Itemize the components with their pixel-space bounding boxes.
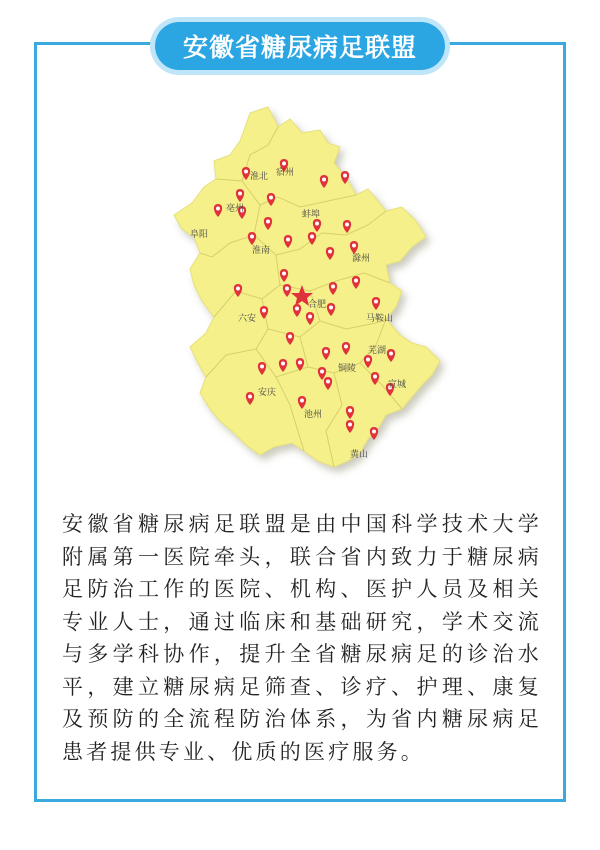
location-pin-dot	[308, 315, 312, 319]
location-pin-dot	[374, 300, 378, 304]
location-pin-dot	[328, 250, 332, 254]
location-pin-dot	[286, 238, 290, 242]
city-label: 淮北	[250, 172, 269, 182]
anhui-map	[150, 85, 450, 475]
location-pin-dot	[310, 235, 314, 239]
city-label: 宿州	[276, 168, 295, 178]
location-pin-dot	[348, 409, 352, 413]
location-pin-dot	[322, 178, 326, 182]
city-label: 宣城	[388, 380, 407, 390]
location-pin-dot	[389, 352, 393, 356]
city-label: 阜阳	[190, 230, 209, 240]
location-pin-dot	[343, 174, 347, 178]
province-map-svg	[150, 85, 450, 475]
location-pin-dot	[324, 350, 328, 354]
location-pin-dot	[354, 279, 358, 283]
location-pin-dot	[298, 361, 302, 365]
city-label: 安庆	[258, 388, 277, 398]
city-label: 马鞍山	[366, 314, 394, 324]
location-pin-dot	[262, 309, 266, 313]
location-pin-dot	[326, 380, 330, 384]
city-label: 芜湖	[368, 346, 387, 356]
location-pin-dot	[344, 345, 348, 349]
city-label: 池州	[304, 410, 323, 420]
location-pin-dot	[236, 287, 240, 291]
location-pin-dot	[288, 335, 292, 339]
city-label: 合肥	[308, 300, 327, 310]
location-pin-dot	[373, 375, 377, 379]
location-pin-dot	[331, 285, 335, 289]
city-label: 亳州	[226, 204, 245, 214]
location-pin-dot	[281, 362, 285, 366]
title-banner	[155, 22, 445, 70]
location-pin-dot	[300, 399, 304, 403]
location-pin-dot	[372, 430, 376, 434]
city-label: 滁州	[352, 254, 371, 264]
location-pin-dot	[250, 235, 254, 239]
location-pin-dot	[282, 272, 286, 276]
city-label: 蚌埠	[302, 210, 321, 220]
location-pin-dot	[238, 192, 242, 196]
location-pin-dot	[295, 307, 299, 311]
location-pin-dot	[348, 423, 352, 427]
location-pin-dot	[329, 306, 333, 310]
location-pin-dot	[260, 365, 264, 369]
page-title: 安徽省糖尿病足联盟	[182, 33, 417, 62]
location-pin-dot	[320, 370, 324, 374]
location-pin-dot	[216, 207, 220, 211]
location-pin-dot	[366, 358, 370, 362]
alliance-description: 安徽省糖尿病足联盟是由中国科学技术大学附属第一医院牵头，联合省内致力于糖尿病足防治工作的医院、机构、医护人员及相关专业人士，通过临床和基础研究，学术交流与多学科协作，提升全省糖尿病足的诊治水平，建立糖尿病足筛查、诊疗、护理、康复及预防的全流程防治体系，为省内糖尿病足患者提供专业、优质的医疗服务。	[62, 512, 542, 764]
location-pin-dot	[269, 196, 273, 200]
location-pin-dot	[248, 395, 252, 399]
city-label: 黄山	[350, 450, 369, 460]
city-label: 铜陵	[338, 364, 357, 374]
city-label: 六安	[238, 314, 257, 324]
location-pin-dot	[285, 287, 289, 291]
location-pin-dot	[244, 170, 248, 174]
location-pin-dot	[315, 222, 319, 226]
location-pin-dot	[345, 223, 349, 227]
city-label: 淮南	[252, 246, 271, 256]
location-pin-dot	[282, 162, 286, 166]
location-pin-dot	[266, 220, 270, 224]
location-pin-dot	[352, 244, 356, 248]
